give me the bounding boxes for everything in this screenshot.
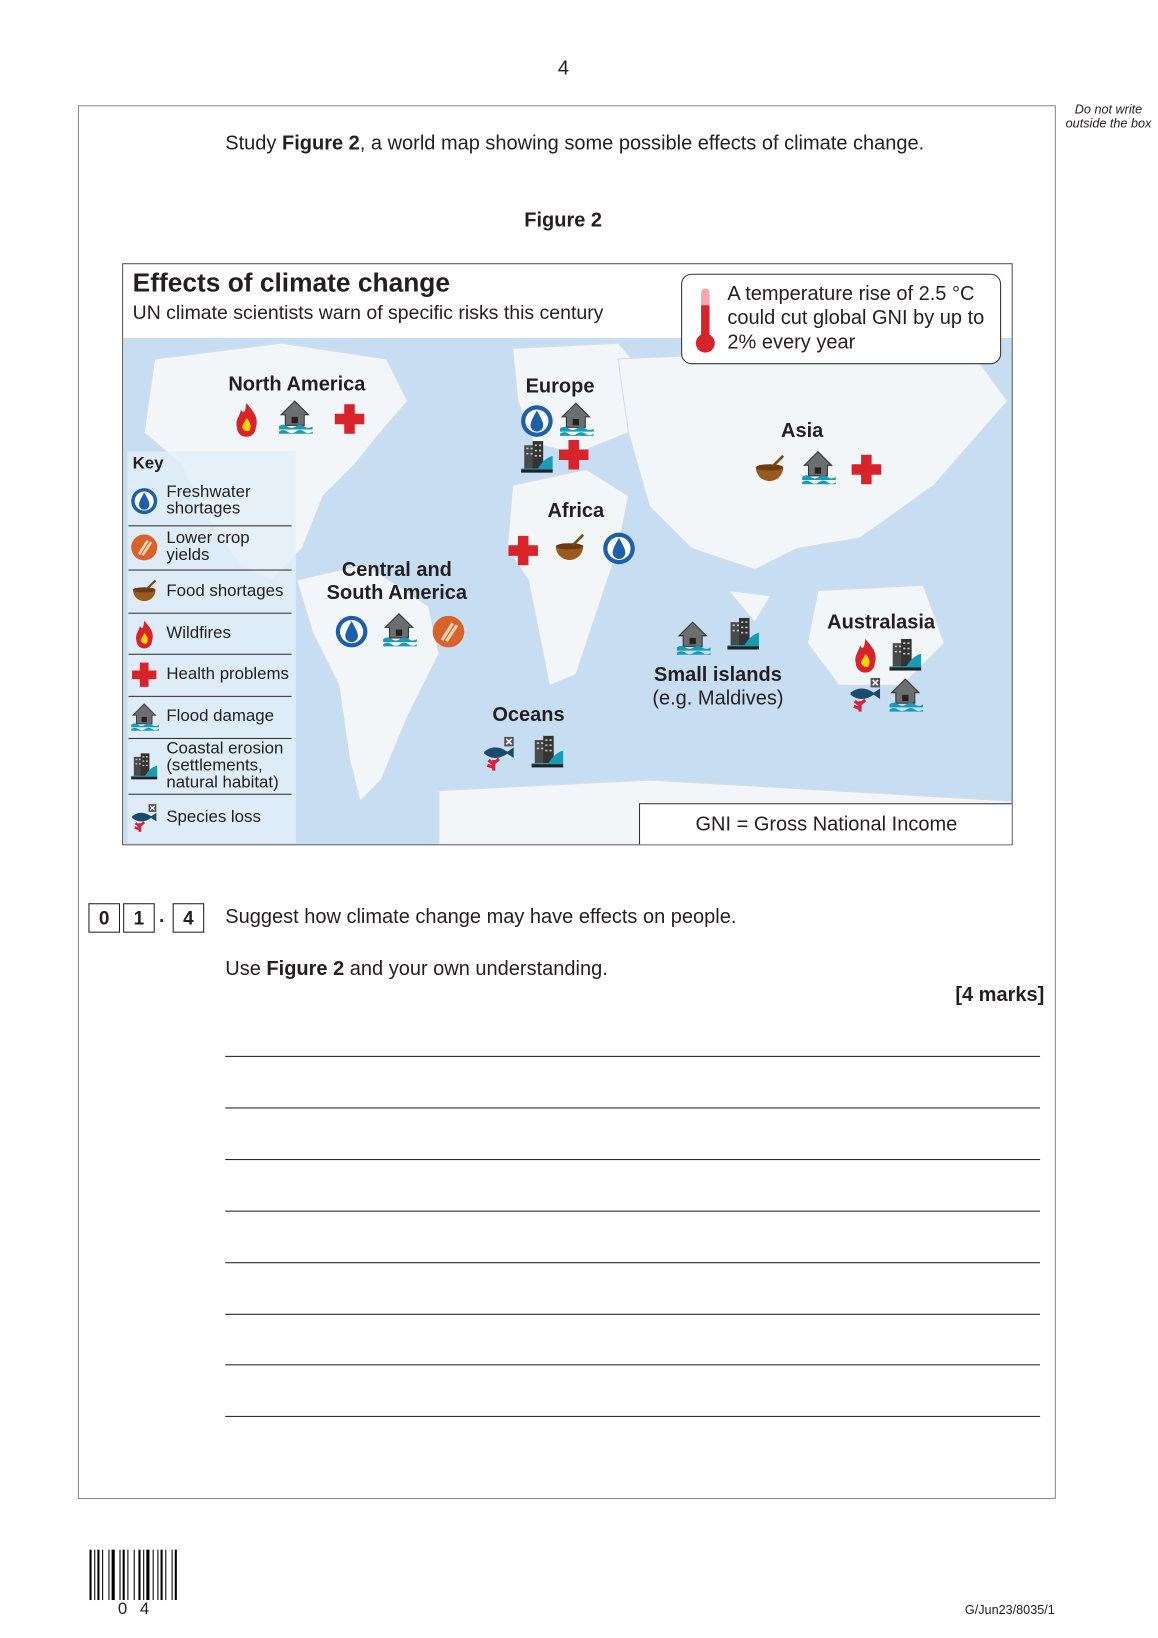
answer-line[interactable] xyxy=(225,1159,1040,1160)
barcode-bar xyxy=(157,1550,158,1601)
map-marker xyxy=(847,677,883,713)
key-item-label: Species loss xyxy=(166,807,261,826)
figure-2-map xyxy=(122,263,1013,845)
crop-icon xyxy=(431,614,467,650)
region-subtitle: (e.g. Maldives) xyxy=(652,687,784,710)
barcode-number: 04 xyxy=(117,1600,162,1618)
food-icon xyxy=(752,452,788,488)
key-item-label: Food shortages xyxy=(166,581,284,600)
region-label xyxy=(639,664,797,710)
map-marker xyxy=(519,403,555,439)
barcode-bar xyxy=(175,1550,177,1601)
flood-icon xyxy=(675,620,711,656)
answer-line[interactable] xyxy=(225,1210,1040,1211)
gni-callout xyxy=(681,274,1001,365)
question-number-digit: 0 xyxy=(88,903,120,932)
region-label xyxy=(765,420,839,443)
barcode-bar xyxy=(146,1550,149,1601)
health-icon xyxy=(848,452,884,488)
key-item xyxy=(128,654,291,697)
wildfire-icon xyxy=(847,637,883,673)
freshwater-icon xyxy=(334,614,370,650)
map-marker xyxy=(228,401,264,437)
coastal-icon xyxy=(128,751,160,780)
crop-icon xyxy=(128,533,160,562)
region-label xyxy=(818,612,944,635)
map-marker xyxy=(558,401,594,437)
flood-icon xyxy=(277,399,313,435)
barcode-bar xyxy=(97,1550,99,1601)
barcode-bar xyxy=(161,1550,163,1601)
barcode-bar xyxy=(94,1550,95,1601)
map-marker xyxy=(675,620,711,656)
key-item-label: Wildfires xyxy=(166,623,231,642)
coastal-icon xyxy=(887,637,923,673)
coastal-icon xyxy=(530,734,566,770)
marks-label: [4 marks] xyxy=(955,984,1045,1007)
region-name: Central and South America xyxy=(326,558,468,605)
species-icon xyxy=(481,736,517,772)
map-marker xyxy=(552,531,588,567)
map-marker xyxy=(519,439,555,475)
answer-line[interactable] xyxy=(225,1313,1040,1314)
map-marker xyxy=(277,399,313,435)
flood-icon xyxy=(128,702,160,731)
answer-line[interactable] xyxy=(225,1416,1040,1417)
freshwater-icon xyxy=(519,403,555,439)
region-name: Small islands xyxy=(654,664,782,687)
food-icon xyxy=(128,576,160,605)
map-marker xyxy=(752,452,788,488)
barcode-bar xyxy=(108,1550,109,1601)
answer-line[interactable] xyxy=(225,1107,1040,1108)
gni-note: GNI = Gross National Income xyxy=(639,803,1013,845)
map-marker xyxy=(431,614,467,650)
region-name: Australasia xyxy=(827,611,936,634)
barcode-bar xyxy=(172,1550,173,1601)
question-instruction xyxy=(225,958,607,981)
wildfire-icon xyxy=(228,401,264,437)
answer-line[interactable] xyxy=(225,1262,1040,1263)
key-item xyxy=(128,696,291,739)
key-item xyxy=(128,738,291,795)
map-marker xyxy=(847,637,883,673)
thermometer-icon xyxy=(693,286,718,353)
barcode-bar xyxy=(89,1550,91,1601)
key-title: Key xyxy=(132,454,164,473)
barcode-bar xyxy=(165,1550,166,1601)
flood-icon xyxy=(887,677,923,713)
map-marker xyxy=(800,450,836,486)
barcode-bar xyxy=(143,1550,144,1601)
margin-note: Do not write outside the box xyxy=(1065,102,1152,131)
health-icon xyxy=(332,401,368,437)
map-marker xyxy=(530,734,566,770)
region-name: Asia xyxy=(781,420,824,443)
wildfire-icon xyxy=(128,618,160,647)
intro-post: , a world map showing some possible effects of climate change. xyxy=(359,132,925,155)
barcode xyxy=(89,1550,194,1601)
paper-code: G/Jun23/8035/1 xyxy=(964,1602,1055,1617)
freshwater-icon xyxy=(128,486,160,515)
freshwater-icon xyxy=(601,531,637,567)
map-marker xyxy=(887,677,923,713)
key-item xyxy=(128,794,291,841)
region-name: Africa xyxy=(547,500,605,523)
coastal-icon xyxy=(725,616,761,652)
map-marker xyxy=(381,612,417,648)
question-dot: . xyxy=(158,905,165,927)
flood-icon xyxy=(800,450,836,486)
region-label xyxy=(534,500,618,523)
instruction-bold: Figure 2 xyxy=(266,957,345,981)
species-icon xyxy=(847,677,883,713)
map-marker xyxy=(334,614,370,650)
map-marker xyxy=(601,531,637,567)
key-item xyxy=(128,570,291,614)
region-label xyxy=(481,704,576,727)
barcode-bar xyxy=(102,1550,103,1601)
region-label xyxy=(518,376,602,399)
barcode-bar xyxy=(127,1550,128,1601)
callout-text: A temperature rise of 2.5 °C could cut global GNI by up to 2% every year xyxy=(727,283,985,354)
key-item-label: Freshwater shortages xyxy=(166,483,251,518)
key-item-label: Lower crop yields xyxy=(166,529,250,565)
key-item-label: Flood damage xyxy=(166,707,275,726)
map-marker xyxy=(332,401,368,437)
barcode-bar xyxy=(123,1550,125,1601)
flood-icon xyxy=(381,612,417,648)
answer-line[interactable] xyxy=(225,1365,1040,1366)
map-marker xyxy=(481,736,517,772)
barcode-bar xyxy=(153,1550,154,1601)
key-item xyxy=(128,477,291,526)
region-name: North America xyxy=(228,373,366,396)
figure-title: Effects of climate change xyxy=(132,268,451,298)
flood-icon xyxy=(558,401,594,437)
health-icon xyxy=(128,660,160,689)
barcode-bar xyxy=(119,1550,120,1601)
region-name: Europe xyxy=(525,375,595,398)
question-number-digit: 1 xyxy=(123,903,155,932)
instruction-post: and your own understanding. xyxy=(344,957,608,981)
question-number-digit: 4 xyxy=(173,903,205,932)
key-item-label: Coastal erosion (settlements, natural habitat) xyxy=(166,739,284,792)
figure-label: Figure 2 xyxy=(524,209,603,232)
coastal-icon xyxy=(519,439,555,475)
barcode-bar xyxy=(138,1550,140,1601)
question-text: Suggest how climate change may have effects on people. xyxy=(225,906,737,929)
map-marker xyxy=(556,437,592,473)
food-icon xyxy=(552,531,588,567)
region-label xyxy=(313,559,481,605)
key-item xyxy=(128,525,291,570)
map-marker xyxy=(725,616,761,652)
barcode-bar xyxy=(112,1550,115,1601)
key-item xyxy=(128,613,291,655)
map-marker xyxy=(887,637,923,673)
region-label xyxy=(223,374,370,397)
barcode-bar xyxy=(134,1550,135,1601)
key-item-label: Health problems xyxy=(166,665,289,684)
intro-pre: Study xyxy=(225,132,282,155)
page-number: 4 xyxy=(557,57,570,81)
species-icon xyxy=(128,803,160,832)
intro-bold: Figure 2 xyxy=(281,132,360,155)
figure-subtitle: UN climate scientists warn of specific risks this century xyxy=(132,301,604,324)
map-marker xyxy=(505,533,541,569)
map-marker xyxy=(848,452,884,488)
intro-text xyxy=(225,133,924,156)
health-icon xyxy=(556,437,592,473)
health-icon xyxy=(505,533,541,569)
answer-line[interactable] xyxy=(225,1056,1040,1057)
region-name: Oceans xyxy=(492,704,565,727)
instruction-pre: Use xyxy=(225,957,267,981)
